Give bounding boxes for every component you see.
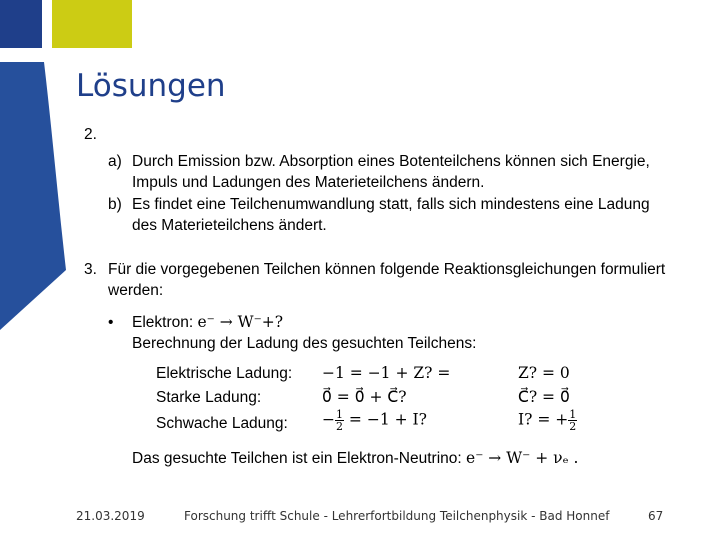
- item-2-number: 2.: [84, 126, 97, 143]
- row-strong-result: C⃗? = 0⃗: [518, 388, 570, 406]
- row-electric-result: Z? = 0: [518, 364, 570, 382]
- row-electric-label: Elektrische Ladung:: [156, 365, 293, 382]
- weak-res-fraction: [568, 409, 577, 432]
- weak-eq-minus: −: [322, 410, 335, 429]
- item-3-number: 3.: [84, 261, 97, 278]
- weak-res-denominator: 2: [569, 420, 577, 433]
- weak-res-prefix: I? = +: [518, 410, 569, 429]
- electron-equation: e⁻ → W⁻+?: [197, 313, 284, 331]
- slide-title: Lösungen: [76, 68, 226, 104]
- row-weak-equation: [322, 409, 427, 432]
- weak-eq-numerator: 1: [336, 408, 343, 421]
- item-3-line1: Für die vorgegebenen Teilchen können folgende Reaktionsgleichungen formuliert: [108, 261, 666, 278]
- conclusion-line: [132, 448, 578, 469]
- item-3-line2: werden:: [108, 282, 164, 299]
- item-2b-line2: des Materieteilchens ändert.: [132, 217, 327, 234]
- conclusion-text: Das gesuchte Teilchen ist ein Elektron-Neutrino:: [132, 450, 462, 467]
- footer-page-number: 67: [648, 509, 664, 523]
- row-strong-equation: 0⃗ = 0⃗ + C⃗?: [322, 388, 407, 406]
- bullet-point: •: [108, 314, 114, 331]
- footer-center-text: Forschung trifft Schule - Lehrerfortbildung Teilchenphysik - Bad Honnef: [184, 509, 610, 523]
- weak-eq-rest: = −1 + I?: [344, 410, 427, 429]
- conclusion-equation: e⁻ → W⁻ + νₑ .: [466, 449, 579, 467]
- weak-eq-fraction: [335, 409, 344, 432]
- item-2a-line1: Durch Emission bzw. Absorption eines Botenteilchens können sich Energie,: [132, 153, 650, 170]
- charge-calc-text: Berechnung der Ladung des gesuchten Teilchens:: [132, 335, 477, 352]
- blue-swoosh: [0, 62, 66, 330]
- item-2b-marker: b): [108, 196, 122, 213]
- item-2b-line1: Es findet eine Teilchenumwandlung statt, falls sich mindestens eine Ladung: [132, 196, 650, 213]
- row-weak-label: Schwache Ladung:: [156, 415, 288, 432]
- electron-label: Elektron:: [132, 314, 194, 331]
- weak-eq-denominator: 2: [336, 420, 343, 433]
- navy-square: [0, 0, 42, 48]
- row-electric-equation: −1 = −1 + Z? =: [322, 364, 451, 382]
- electron-line: [132, 312, 283, 333]
- row-weak-result: [518, 409, 577, 432]
- item-2a-line2: Impuls und Ladungen des Materieteilchens ändern.: [132, 174, 485, 191]
- weak-res-numerator: 1: [569, 408, 577, 421]
- item-2a-marker: a): [108, 153, 122, 170]
- footer-date: 21.03.2019: [76, 509, 145, 523]
- row-strong-label: Starke Ladung:: [156, 389, 262, 406]
- yellow-rect: [52, 0, 132, 48]
